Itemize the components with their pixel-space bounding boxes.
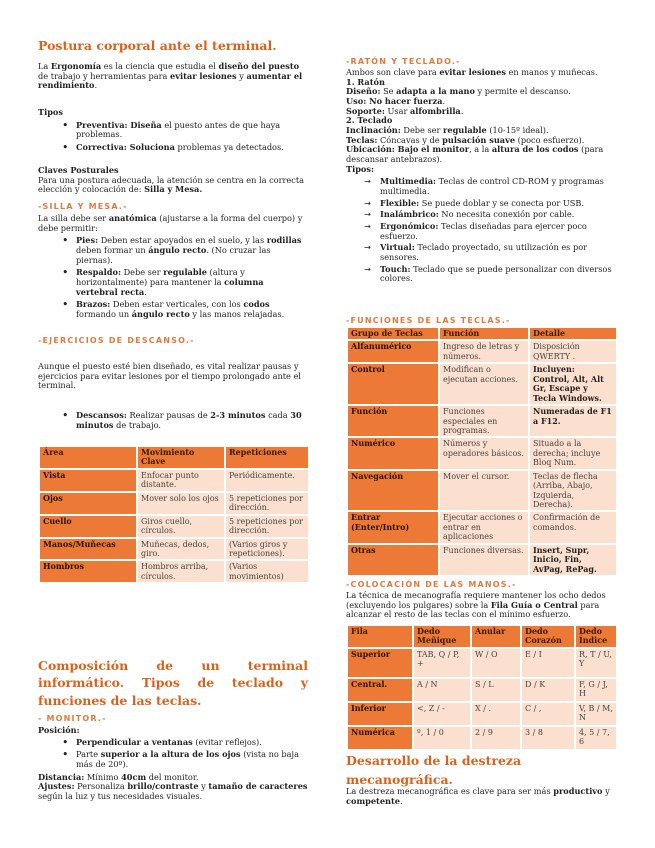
section-postura — [38, 39, 308, 54]
diseno-line: Diseño: Se adapta a la mano y permite el descanso. — [346, 86, 571, 97]
ejercicios-table-wrap — [38, 445, 310, 584]
monitor-subtitle: - MONITOR.- — [38, 714, 107, 723]
silla-block — [38, 214, 308, 323]
list-item: • Brazos: Deben estar verticales, con los codos formando un ángulo recto y las manos relajadas. — [38, 300, 308, 319]
ejercicios-subtitle: -EJERCICIOS DE DESCANSO.- — [38, 336, 195, 345]
table-row: Numérico Números y operadores básicos. Situado a la derecha; incluye Bloq Num. — [348, 438, 616, 468]
table-row: Función Funciones especiales en programas. Numeradas de F1 a F12. — [348, 406, 616, 436]
table-row: Otras Funciones diversas. Insert, Supr, Inicio, Fin, AvPag, RePag. — [348, 545, 616, 575]
table-row: Alfanumérico Ingreso de letras y números. Disposición QWERTY . — [348, 341, 616, 362]
raton-heading: 1. Ratón — [346, 76, 385, 87]
table-header: Dedo Meñique — [414, 626, 470, 647]
table-header: Detalle — [530, 328, 616, 339]
funciones-subtitle: -FUNCIONES DE LAS TECLAS.- — [346, 316, 511, 325]
table-header: Movimiento Clave — [138, 447, 224, 468]
inclinacion-line: Inclinación: Debe ser regulable (10-15º ideal). — [346, 125, 549, 136]
destreza-title: Desarrollo de la destreza mecanográfica. — [346, 753, 522, 787]
table-header-row — [348, 328, 616, 339]
destreza-paragraph: La destreza mecanográfica es clave para ser más productivo y competente. — [346, 786, 610, 806]
tipos-heading: Tipos — [38, 107, 63, 117]
teclas-line: Teclas: Cóncavas y de pulsación suave (poco esfuerzo). — [346, 134, 585, 145]
ejercicios-paragraph: Aunque el puesto esté bien diseñado, es vital realizar pausas y ejercicios para evitar lesiones por el tiempo prolongado ante el terminal. — [38, 361, 301, 391]
raton-intro: Ambos son clave para evitar lesiones en manos y muñecas. — [346, 67, 598, 77]
table-header: Dedo Índice — [576, 626, 616, 647]
table-row: Entrar (Enter/Intro) Ejecutar acciones o entrar en aplicaciones Confirmación de comandos. — [348, 512, 616, 542]
table-row: Hombros Hombros arriba, círculos. (Varios movimientos) — [40, 561, 308, 582]
descansos-block — [38, 410, 308, 433]
claves-heading: Claves Posturales — [38, 165, 119, 175]
table-header: Fila — [348, 626, 412, 647]
list-item: • Correctiva: Soluciona problemas ya detectados. — [38, 143, 308, 153]
ubicacion-line: Ubicación: Bajo el monitor, a la altura de los codos (para descansar antebrazos). — [346, 144, 604, 165]
list-item: → Flexible: Se puede doblar y se conecta por USB. — [346, 199, 618, 209]
table-header: Anular — [472, 626, 520, 647]
list-item: • Descansos: Realizar pausas de 2-3 minutos cada 30 minutos de trabajo. — [38, 411, 308, 430]
composicion-title: Composición de un terminal informático. Tipos de teclado y funciones de las teclas. — [38, 658, 308, 708]
postura-title: Postura corporal ante el terminal. — [38, 38, 277, 53]
table-header: Dedo Corazón — [522, 626, 574, 647]
table-header: Repeticiones — [226, 447, 308, 468]
ergonomia-intro — [38, 62, 308, 91]
funciones-table — [346, 326, 618, 577]
ergonomia-paragraph: La Ergonomía es la ciencia que estudia el diseño del puesto de trabajo y herramientas para evitar lesiones y aumentar el rendimiento. — [38, 61, 303, 91]
monitor-block — [38, 726, 310, 802]
list-item: • Pies: Deben estar apoyados en el suelo, y las rodillas deben formar un ángulo recto. (No cruzar las piernas). — [38, 236, 308, 265]
table-row: Central. A / N S / L D / K F, G / J, H — [348, 679, 616, 701]
table-row: Ojos Mover solo los ojos 5 repeticiones por dirección. — [40, 493, 308, 514]
claves-paragraph: Para una postura adecuada, la atención se centra en la correcta elección y colocación de: Silla y Mesa. — [38, 174, 305, 195]
silla-subtitle: -SILLA Y MESA.- — [38, 202, 128, 211]
list-item: • Preventiva: Diseña el puesto antes de que haya problemas. — [38, 121, 308, 140]
table-row: Numérica º, 1 / 0 2 / 9 3 / 8 4, 5 / 7, 6 — [348, 727, 616, 749]
table-header: Grupo de Teclas — [348, 328, 438, 339]
teclado-heading: 2. Teclado — [346, 115, 393, 126]
table-header: Función — [440, 328, 528, 339]
table-row: Control Modifican o ejecutan acciones. Incluyen: Control, Alt, Alt Gr, Escape y Tecla Windows. — [348, 364, 616, 404]
table-row: Inferior <, Z / - X / . C / , V, B / M, N — [348, 703, 616, 725]
table-header: Área — [40, 447, 136, 468]
list-item: • Parte superior a la altura de los ojos (vista no baja más de 20º). — [38, 750, 310, 769]
tipos-teclado-heading: Tipos: — [346, 163, 375, 174]
funciones-table-wrap — [346, 326, 618, 577]
manos-subtitle: -COLOCACIÓN DE LAS MANOS.- — [346, 580, 517, 589]
tipos-block — [38, 108, 308, 156]
table-row: Navegación Mover el cursor. Teclas de flecha (Arriba, Abajo, Izquierda, Derecha). — [348, 471, 616, 511]
table-row: Vista Enfocar punto distante. Periódicamente. — [40, 470, 308, 491]
soporte-line: Soporte: Usar alfombrilla. — [346, 105, 464, 116]
list-item: → Inalámbrico: No necesita conexión por cable. — [346, 210, 618, 220]
manos-table — [346, 624, 618, 751]
distancia-line: Distancia: Mínimo 40cm del monitor. — [38, 771, 199, 782]
table-header-row — [348, 626, 616, 647]
list-item: • Respaldo: Debe ser regulable (altura y horizontalmente) para mantener la columna vertebral recta. — [38, 268, 308, 297]
silla-intro: La silla debe ser anatómica (ajustarse a la forma del cuerpo) y debe permitir: — [38, 213, 303, 233]
ejercicios-table — [38, 445, 310, 584]
manos-paragraph: La técnica de mecanografía requiere mantener los ocho dedos (excluyendo los pulgares) sobre la Fila Guía o Central para alcanzar el resto de las teclas con el mínimo esfuerzo. — [346, 590, 606, 620]
raton-block: Ambos son clave para evitar lesiones en manos y muñecas. 1. Ratón Diseño: Se adapta a la mano y permite el descanso. Uso: No hacer fuerza. Soporte: Usar alfombrilla. 2. Teclado Inclinación: Debe ser regulable (10-15º ideal). Teclas: Cóncavas y de pulsación suave (poco esfuerzo). Ubicación: Bajo el monitor, a la altura de los codos (para descansar antebrazos). Tipos: → Multimedia: Teclas de control CD-ROM y programas multimedia. → Flexible: Se puede doblar y se conecta por USB. → Inalámbrico: No necesita conexión por cable. → Ergonómico: Teclas diseñadas para ejercer poco esfuerzo. → Virtual: Teclado proyectado, su utilización es por sensores. → Touch: Teclado que se puede personalizar con diversos colores. — [346, 68, 618, 286]
list-item: • Perpendicular a ventanas (evitar reflejos). — [38, 738, 310, 748]
table-row: Cuello Giros cuello, círculos. 5 repeticiones por dirección. — [40, 516, 308, 537]
list-item: → Multimedia: Teclas de control CD-ROM y programas multimedia. — [346, 177, 618, 196]
table-header-row — [40, 447, 308, 468]
table-row: Manos/Muñecas Muñecas, dedos, giro. (Varios giros y repeticiones). — [40, 539, 308, 560]
list-item: → Virtual: Teclado proyectado, su utilización es por sensores. — [346, 243, 618, 262]
table-row: Superior TAB, Q / P, + W / O E / I R, T / U, Y — [348, 649, 616, 677]
uso-line: Uso: No hacer fuerza — [346, 96, 443, 107]
manos-table-wrap — [346, 624, 618, 751]
list-item: → Ergonómico: Teclas diseñadas para ejercer poco esfuerzo. — [346, 222, 618, 241]
list-item: → Touch: Teclado que se puede personalizar con diversos colores. — [346, 265, 618, 284]
ajustes-line: Ajustes: Personaliza brillo/contraste y tamaño de caracteres según la luz y tus necesidades visuales. — [38, 781, 308, 802]
claves-block — [38, 166, 308, 195]
raton-subtitle: -RATÓN Y TECLADO.- — [346, 57, 461, 66]
posicion-heading: Posición: — [38, 725, 80, 735]
